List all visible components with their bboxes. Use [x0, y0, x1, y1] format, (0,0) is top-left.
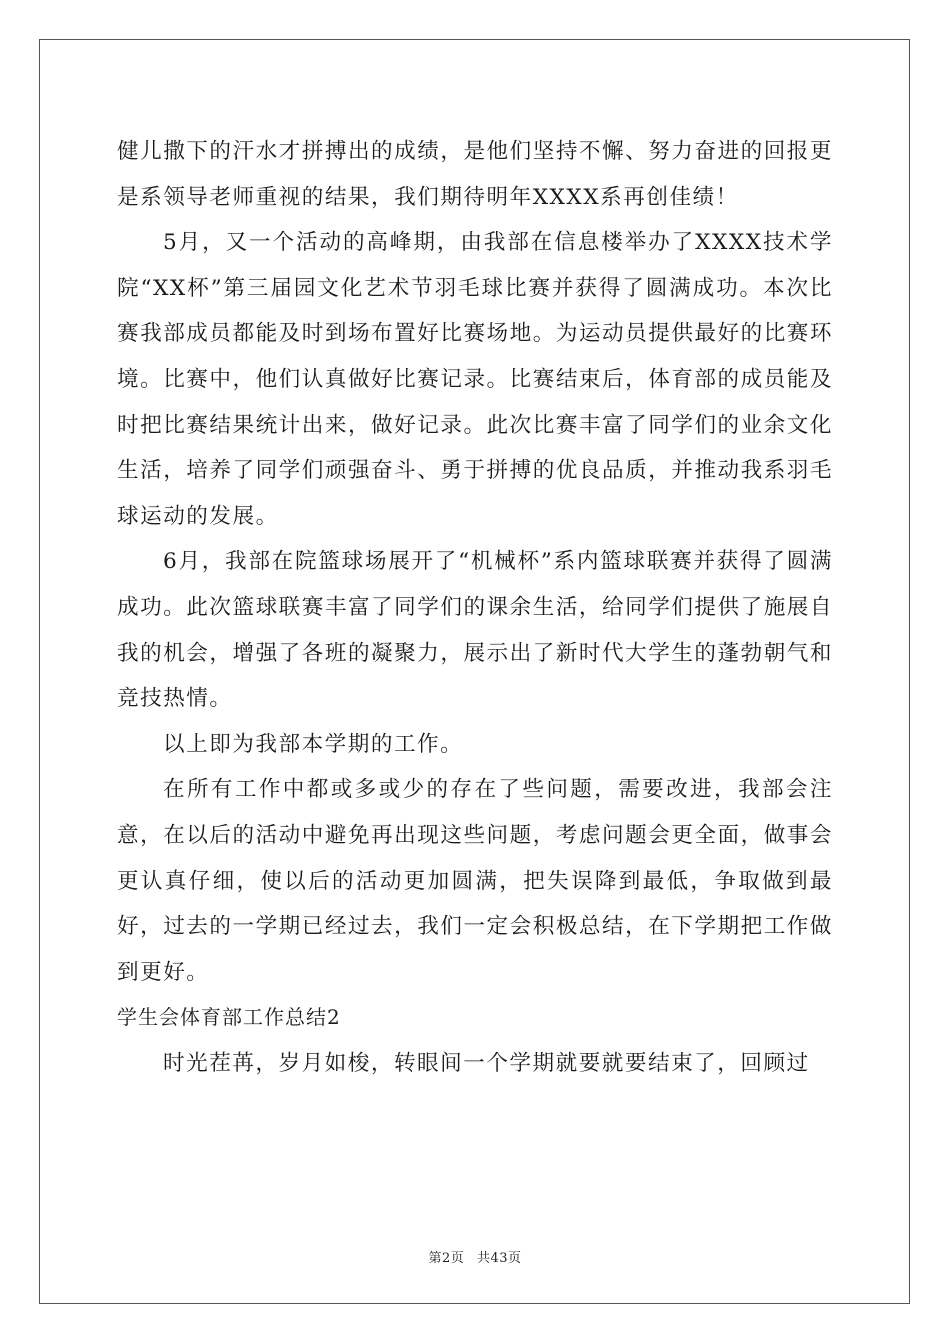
paragraph-new-section-start: 时光茬苒，岁月如梭，转眼间一个学期就要就要结束了，回顾过 [163, 1050, 810, 1076]
page-number: 第2页 [428, 1251, 465, 1266]
document-body [117, 129, 833, 1086]
paragraph-may-event: 5月，又一个活动的高峰期，由我部在信息楼举办了XXXX技术学院“XX杯”第三届园文化艺术节羽毛球比赛并获得了圆满成功。本次比赛我部成员都能及时到场布置好比赛场地。为运动员提供最好的比赛环境。比赛中，他们认真做好比赛记录。比赛结束后，体育部的成员能及时把比赛结果统计出来，做好记录。此次比赛丰富了同学们的业余文化生活，培养了同学们顽强奋斗、勇于拼搏的优良品质，并推动我系羽毛球运动的发展。 [117, 230, 833, 529]
page-total: 共43页 [476, 1251, 522, 1266]
section-heading: 学生会体育部工作总结2 [117, 1005, 341, 1030]
paragraph-continuation: 健儿撒下的汗水才拼搏出的成绩，是他们坚持不懈、努力奋进的回报更是系领导老师重视的结果，我们期待明年XXXX系再创佳绩！ [117, 139, 833, 210]
paragraph-summary-line: 以上即为我部本学期的工作。 [163, 731, 464, 757]
paragraph-june-event: 6月，我部在院篮球场展开了“机械杯”系内篮球联赛并获得了圆满成功。此次篮球联赛丰富了同学们的课余生活，给同学们提供了施展自我的机会，增强了各班的凝聚力，展示出了新时代大学生的蓬勃朝气和竞技热情。 [117, 549, 833, 712]
paragraph-improvement: 在所有工作中都或多或少的存在了些问题，需要改进，我部会注意，在以后的活动中避免再出现这些问题，考虑问题会更全面，做事会更认真仔细，使以后的活动更加圆满，把失误降到最低，争取做到最好，过去的一学期已经过去，我们一定会积极总结，在下学期把工作做到更好。 [117, 777, 833, 985]
page-footer [0, 1247, 950, 1266]
